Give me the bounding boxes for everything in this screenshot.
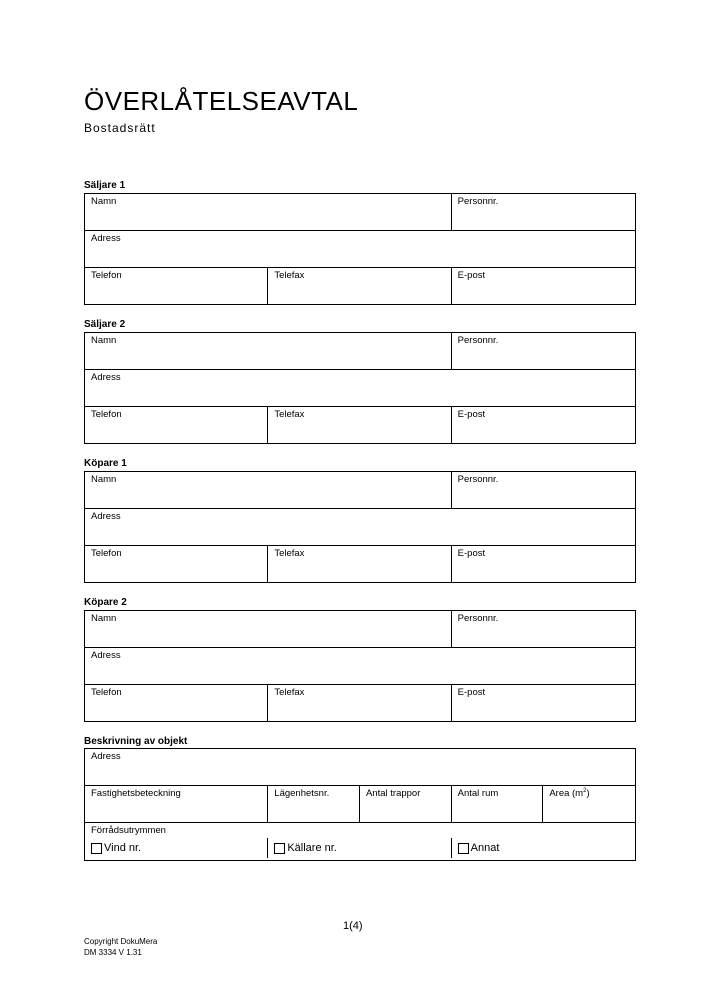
document-subtitle: Bostadsrätt bbox=[84, 121, 156, 135]
namn-field[interactable]: Namn bbox=[85, 333, 452, 369]
section-label-kopare-1: Köpare 1 bbox=[84, 458, 127, 469]
personnr-field[interactable]: Personnr. bbox=[457, 196, 499, 207]
personnr-field[interactable]: Personnr. bbox=[457, 335, 499, 346]
epost-field[interactable]: E-post bbox=[457, 270, 486, 281]
section-label-kopare-2: Köpare 2 bbox=[84, 597, 127, 608]
objekt-adress-field[interactable]: Adress bbox=[91, 751, 121, 762]
telefax-field[interactable]: Telefax bbox=[268, 407, 451, 443]
copyright-text: Copyright DokuMera bbox=[84, 937, 158, 946]
fastighetsbeteckning-field[interactable]: Fastighetsbeteckning bbox=[85, 786, 268, 822]
adress-field[interactable]: Adress bbox=[91, 233, 121, 244]
kallare-checkbox[interactable] bbox=[274, 843, 285, 854]
telefon-field[interactable]: Telefon bbox=[85, 268, 268, 304]
annat-option[interactable] bbox=[452, 838, 635, 858]
document-title: ÖVERLÅTELSEAVTAL bbox=[84, 86, 359, 116]
namn-field[interactable]: Namn bbox=[85, 472, 452, 508]
personnr-field[interactable]: Personnr. bbox=[457, 613, 499, 624]
party-box-kopare-1 bbox=[84, 471, 636, 583]
adress-field[interactable]: Adress bbox=[91, 372, 121, 383]
party-box-kopare-2 bbox=[84, 610, 636, 722]
telefon-field[interactable]: Telefon bbox=[85, 546, 268, 582]
object-box bbox=[84, 748, 636, 861]
forradsutrymmen-row bbox=[85, 823, 635, 860]
namn-field[interactable]: Namn bbox=[85, 611, 452, 647]
section-label-saljare-2: Säljare 2 bbox=[84, 319, 126, 330]
forradsutrymmen-label: Förrådsutrymmen bbox=[91, 825, 166, 836]
telefon-field[interactable]: Telefon bbox=[85, 407, 268, 443]
adress-field[interactable]: Adress bbox=[91, 650, 121, 661]
vind-label: Vind nr. bbox=[104, 842, 142, 854]
vind-checkbox[interactable] bbox=[91, 843, 102, 854]
antal-rum-field[interactable]: Antal rum bbox=[452, 786, 544, 822]
telefax-field[interactable]: Telefax bbox=[268, 546, 451, 582]
epost-field[interactable]: E-post bbox=[457, 687, 486, 698]
epost-field[interactable]: E-post bbox=[457, 548, 486, 559]
page-number: 1(4) bbox=[343, 920, 363, 932]
party-box-saljare-2 bbox=[84, 332, 636, 444]
section-label-objekt: Beskrivning av objekt bbox=[84, 736, 188, 747]
version-text: DM 3334 V 1.31 bbox=[84, 948, 142, 957]
area-label: Area (m bbox=[549, 788, 584, 800]
telefax-field[interactable]: Telefax bbox=[268, 685, 451, 721]
annat-label: Annat bbox=[470, 842, 500, 854]
area-field[interactable] bbox=[543, 786, 635, 822]
annat-checkbox[interactable] bbox=[458, 843, 469, 854]
area-superscript: 2 bbox=[583, 788, 587, 794]
telefon-field[interactable]: Telefon bbox=[85, 685, 268, 721]
section-label-saljare-1: Säljare 1 bbox=[84, 180, 126, 191]
personnr-field[interactable]: Personnr. bbox=[457, 474, 499, 485]
epost-field[interactable]: E-post bbox=[457, 409, 486, 420]
kallare-option[interactable] bbox=[268, 838, 451, 858]
kallare-label: Källare nr. bbox=[287, 842, 337, 854]
area-label-close: ) bbox=[586, 788, 590, 800]
telefax-field[interactable]: Telefax bbox=[268, 268, 451, 304]
vind-option[interactable] bbox=[85, 838, 268, 858]
antal-trappor-field[interactable]: Antal trappor bbox=[360, 786, 452, 822]
lagenhetsnr-field[interactable]: Lägenhetsnr. bbox=[268, 786, 360, 822]
adress-field[interactable]: Adress bbox=[91, 511, 121, 522]
party-box-saljare-1 bbox=[84, 193, 636, 305]
namn-field[interactable]: Namn bbox=[85, 194, 452, 230]
